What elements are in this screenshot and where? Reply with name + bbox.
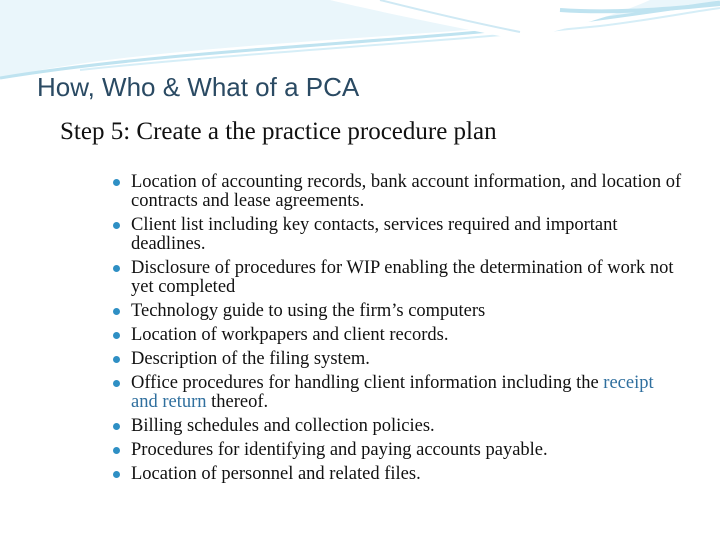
slide-title: How, Who & What of a PCA (37, 72, 360, 102)
bullet-dot-icon (113, 380, 120, 387)
bullet-dot-icon (113, 332, 120, 339)
bullet-item: Location of personnel and related files. (113, 465, 683, 484)
bullet-dot-icon (113, 179, 120, 186)
bullet-item: Location of workpapers and client records. (113, 326, 683, 345)
highlighted-text: receipt and return (131, 373, 654, 412)
bullet-list (113, 173, 683, 489)
bullet-item: Disclosure of procedures for WIP enabling the determination of work not yet completed (113, 259, 683, 297)
bullet-dot-icon (113, 447, 120, 454)
bullet-item: Client list including key contacts, services required and important deadlines. (113, 216, 683, 254)
bullet-dot-icon (113, 423, 120, 430)
bullet-item: Billing schedules and collection policies. (113, 417, 683, 436)
bullet-dot-icon (113, 265, 120, 272)
bullet-dot-icon (113, 471, 120, 478)
bullet-dot-icon (113, 308, 120, 315)
bullet-item: Office procedures for handling client information including the receipt and return thereof. (113, 374, 683, 412)
bullet-dot-icon (113, 356, 120, 363)
bullet-item: Technology guide to using the firm’s computers (113, 302, 683, 321)
slide-subtitle: Step 5: Create a the practice procedure plan (60, 118, 497, 145)
bullet-item: Description of the filing system. (113, 350, 683, 369)
bullet-dot-icon (113, 222, 120, 229)
bullet-item: Procedures for identifying and paying accounts payable. (113, 441, 683, 460)
bullet-item: Location of accounting records, bank account information, and location of contracts and lease agreements. (113, 173, 683, 211)
